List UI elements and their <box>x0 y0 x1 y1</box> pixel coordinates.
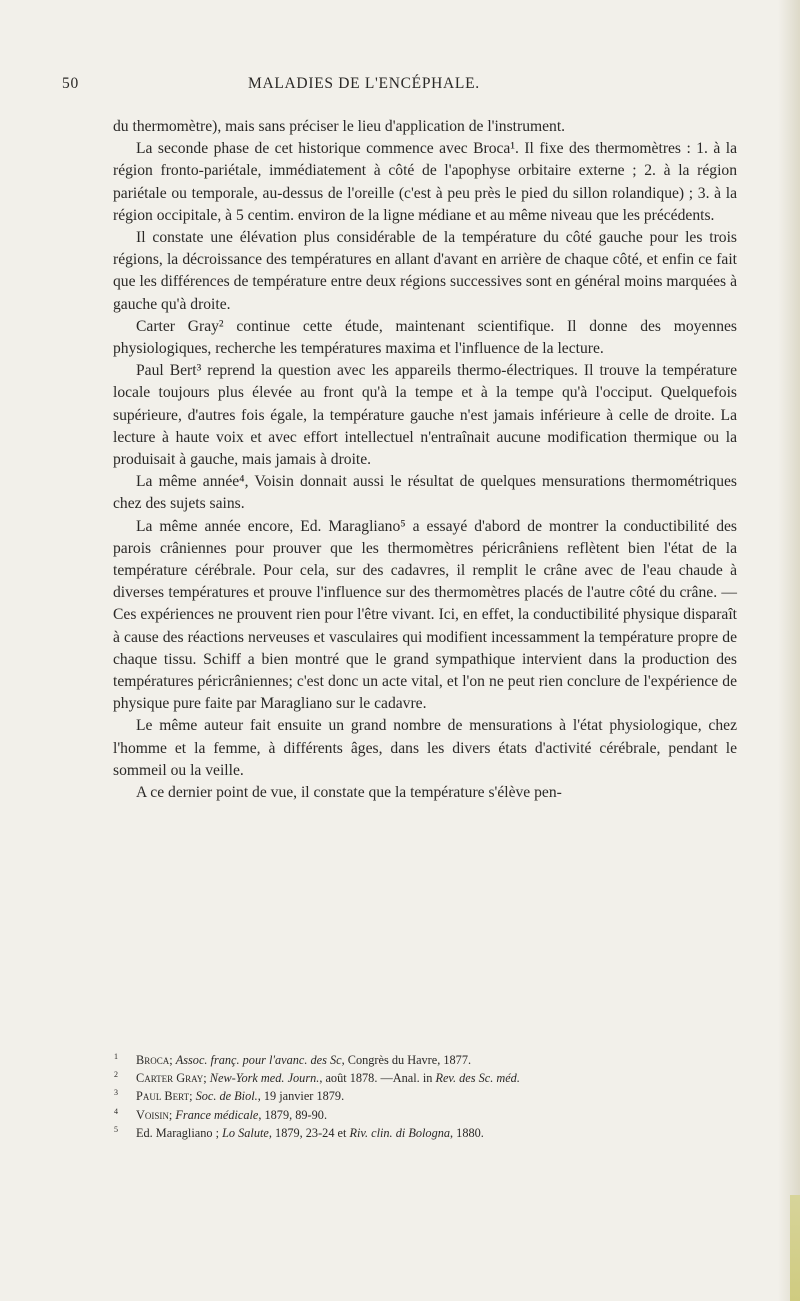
footnote-author: Paul Bert <box>136 1089 190 1104</box>
footnote-number: 4 <box>114 1106 118 1116</box>
footnote-source: New-York med. Journ. <box>209 1071 320 1086</box>
paragraph: du thermomètre), mais sans préciser le lieu d'application de l'instrument. <box>113 118 566 135</box>
running-title: MALADIES DE L'ENCÉPHALE. <box>248 75 480 92</box>
page-edge-mark <box>790 1195 800 1301</box>
footnote <box>113 1051 737 1069</box>
paragraph: Le même auteur fait ensuite un grand nombre de mensurations à l'état physiologique, chez l'homme et la femme, à différents âges, dans les divers états d'activité cérébrale, pendant le sommeil ou la veille. <box>113 717 737 779</box>
paragraph: A ce dernier point de vue, il constate que la température s'élève pen- <box>136 784 562 802</box>
footnote-source-secondary: Rev. des Sc. méd. <box>435 1071 520 1086</box>
footnote <box>113 1087 737 1105</box>
footnote-author: Broca <box>136 1053 170 1067</box>
page-number: 50 <box>62 75 79 92</box>
footnote <box>113 1069 737 1087</box>
paragraph: Il constate une élévation plus considérable de la température du côté gauche pour les trois régions, la décroissance des températures en allant d'avant en arrière de chaque côté, et enfin ce fait que les différences de température entre deux régions successives sont en général moins marquées à gauche qu'à droite. <box>113 229 737 313</box>
paragraph: Paul Bert³ reprend la question avec les appareils thermo-électriques. Il trouve la température locale toujours plus élevée au front qu'à la tempe et à la tempe qu'à l'occiput. Quelquefois supérieure, d'autres fois égale, la température gauche n'est jamais inférieure à celle de droite. La lecture à haute voix et avec effort intellectuel n'entraînait aucune modification thermique ou la produisait à gauche, mais jamais à droite. <box>113 362 737 469</box>
footnote-source: France médicale <box>175 1107 259 1122</box>
footnote-number: 2 <box>114 1070 118 1080</box>
footnote-separator: ; <box>189 1089 196 1104</box>
footnotes <box>113 1051 737 1142</box>
footnote-details: , août 1878. —Anal. in <box>319 1071 436 1086</box>
footnote-details: , 19 janvier 1879. <box>257 1089 345 1104</box>
footnote-author: Voisin <box>136 1107 169 1122</box>
footnote <box>113 1124 737 1142</box>
footnote <box>113 1106 737 1124</box>
footnote-number: 5 <box>114 1124 118 1134</box>
footnote-source: Assoc. franç. pour l'avanc. des Sc <box>175 1053 342 1067</box>
footnote-number: 1 <box>114 1052 118 1061</box>
paragraph: La même année encore, Ed. Maragliano⁵ a essayé d'abord de montrer la conductibilité des parois crâniennes pour prouver que les thermomètres péricrâniens reflètent bien l'état de la température cérébrale. Pour cela, sur des cadavres, il remplit le crâne avec de l'eau chaude à diverses températures et prouve l'influence sur des thermomètres placés de l'autre côté du crâne. — Ces expériences ne prouvent rien pour l'être vivant. Ici, en effet, la conductibilité physique disparaît à cause des réactions nerveuses et vasculaires qui modifient incessamment la température propre de chaque tissu. Schiff a bien montré que le grand sympathique intervient dans la production des températures péricrâniennes; c'est donc un acte vital, et l'on ne peut rien conclure de l'expérience de physique pure faite par Maragliano sur le cadavre. <box>113 517 737 713</box>
page-header <box>62 75 752 97</box>
footnote-source: Lo Salute <box>222 1125 269 1140</box>
footnote-details: , 1879, 89-90. <box>258 1107 328 1122</box>
footnote-separator: ; <box>169 1053 176 1067</box>
footnote-source: Soc. de Biol. <box>195 1089 258 1104</box>
footnote-source-secondary: Riv. clin. di Bologna <box>349 1125 451 1140</box>
footnote-separator: ; <box>168 1107 176 1122</box>
footnote-author: Ed. Maragliano <box>136 1125 213 1140</box>
paragraph: Carter Gray² continue cette étude, maintenant scientifique. Il donne des moyennes physiologiques, recherche les températures maxima et l'influence de la lecture. <box>113 317 737 358</box>
footnote-details: , Congrès du Havre, 1877. <box>341 1053 472 1067</box>
footnote-number: 3 <box>114 1088 118 1098</box>
footnote-author: Carter Gray <box>136 1071 204 1086</box>
paragraph: La seconde phase de cet historique commence avec Broca¹. Il fixe des thermomètres : 1. à la région fronto-pariétale, immédiatement à côté de l'apophyse orbitaire externe ; 2. à la région pariétale ou temporale, au-dessus de l'oreille (c'est à peu près le pied du sillon rolandique) ; 3. à la région occipitale, à 5 centim. environ de la ligne médiane et au même niveau que les précédents. <box>113 140 737 224</box>
footnote-details-end: , 1880. <box>450 1125 484 1140</box>
page-edge-shadow <box>778 0 800 1301</box>
body-text <box>113 116 737 804</box>
footnote-separator: ; <box>212 1125 223 1140</box>
paragraph: La même année⁴, Voisin donnait aussi le résultat de quelques mensurations thermométriques chez des sujets sains. <box>113 473 737 513</box>
footnote-separator: ; <box>203 1071 210 1086</box>
footnote-details: , 1879, 23-24 et <box>268 1125 350 1140</box>
